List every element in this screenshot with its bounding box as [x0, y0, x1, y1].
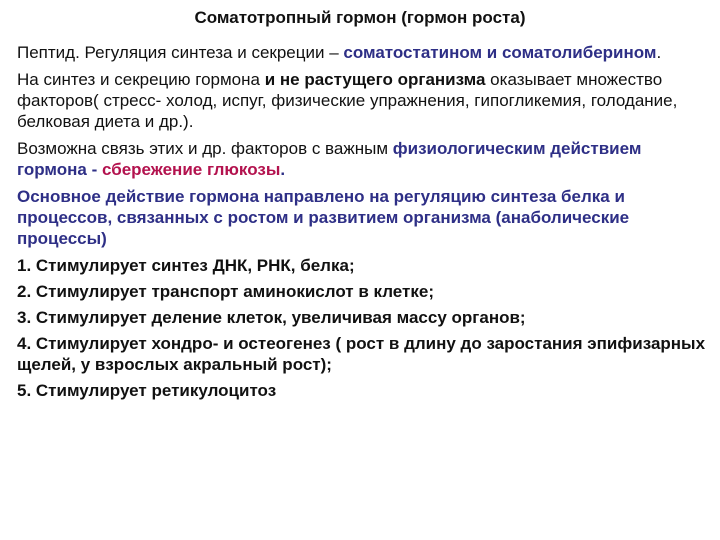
regulation-hormones: соматостатином и соматолиберином — [343, 43, 657, 62]
factors-text-start: На синтез и секрецию гормона — [17, 70, 265, 89]
list-item: 2. Стимулирует транспорт аминокислот в клетке; — [17, 282, 434, 301]
paragraph-main-action: Основное действие гормона направлено на регуляцию синтеза белка и процессов, связанных с ростом и развитием организма (анаболические процессы) — [17, 187, 630, 248]
regulation-text: Пептид. Регуляция синтеза и секреции – — [17, 43, 344, 62]
slide-content — [17, 42, 707, 406]
list-item: 1. Стимулирует синтез ДНК, РНК, белка; — [17, 256, 355, 275]
paragraph-regulation — [17, 42, 707, 63]
slide-title: Соматотропный гормон (гормон роста) — [194, 8, 526, 27]
list-item: 4. Стимулирует хондро- и остеогенез ( рост в длину до заростания эпифизарных щелей, у взрослых акральный рост); — [17, 334, 706, 374]
connection-end: . — [280, 160, 286, 179]
connection-emphasis: физиологическим действием гормона - — [17, 139, 642, 179]
paragraph-connection — [17, 138, 707, 180]
glucose-saving: сбережение глюкозы — [97, 160, 281, 179]
regulation-end: . — [656, 43, 662, 62]
paragraph-factors — [17, 69, 707, 132]
factors-emphasis: и не растущего организма — [264, 70, 486, 89]
list-item: 5. Стимулирует ретикулоцитоз — [17, 381, 277, 400]
connection-text: Возможна связь этих и др. факторов с важным — [17, 139, 393, 158]
factors-text-end: оказывает множество факторов( стресс- холод, испуг, физические упражнения, гипогликемия, голодание, белковая диета и др.). — [17, 70, 678, 131]
list-item: 3. Стимулирует деление клеток, увеличивая массу органов; — [17, 308, 526, 327]
